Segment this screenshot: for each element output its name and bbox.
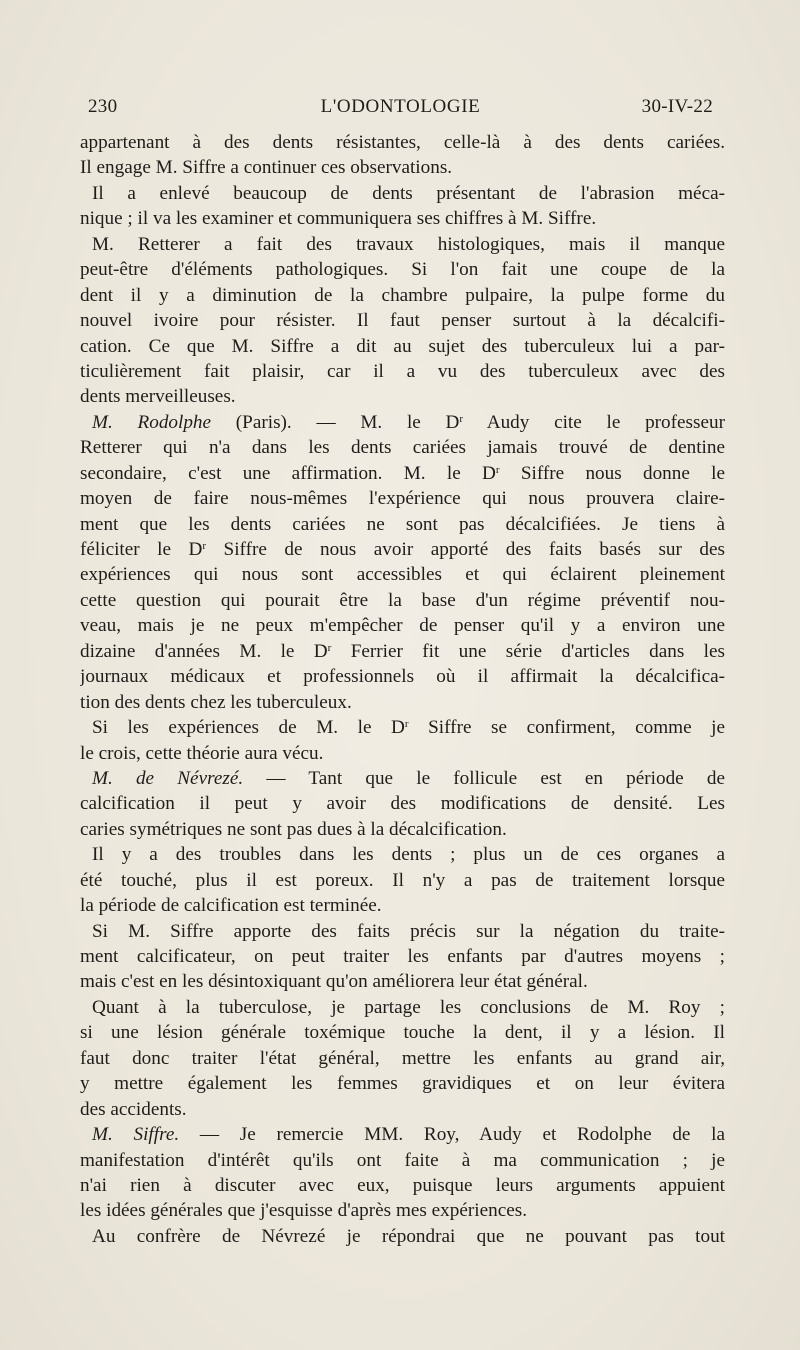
body-text	[80, 130, 725, 1249]
line-text: moyen de faire nous-mêmes l'expérience qui nous prouvera claire-	[80, 488, 725, 510]
text-line	[80, 1173, 725, 1198]
title-abbreviation-superscript: r	[495, 463, 500, 476]
text-line	[80, 1097, 725, 1122]
line-text: dent il y a diminution de la chambre pulpaire, la pulpe forme du	[80, 284, 725, 306]
line-text: — Tant que le follicule est en période de	[243, 767, 725, 789]
text-line	[80, 410, 725, 435]
line-text-continued: Ferrier fit une série d'articles dans les	[331, 640, 725, 662]
running-header	[88, 96, 713, 122]
text-line	[80, 359, 725, 384]
text-line	[80, 893, 725, 918]
title-abbreviation-superscript: r	[327, 641, 332, 654]
text-line	[80, 308, 725, 333]
line-text: féliciter le D	[80, 539, 203, 560]
line-text: été touché, plus il est poreux. Il n'y a pas de traitement lorsque	[80, 869, 725, 891]
text-line	[80, 791, 725, 816]
issue-date: 30-IV-22	[641, 96, 713, 117]
text-line	[80, 842, 725, 867]
text-line	[80, 1148, 725, 1173]
text-line	[80, 181, 725, 206]
line-text: Il a enlevé beaucoup de dents présentant de l'abrasion méca-	[92, 182, 725, 204]
line-text: n'ai rien à discuter avec eux, puisque leurs arguments appuient	[80, 1174, 725, 1196]
text-line	[80, 741, 725, 766]
title-abbreviation-superscript: r	[404, 718, 409, 731]
text-line	[80, 461, 725, 486]
text-line	[80, 435, 725, 460]
text-line	[80, 1122, 725, 1147]
line-text: tion des dents chez les tuberculeux.	[80, 691, 352, 713]
text-line	[80, 766, 725, 791]
line-text: les idées générales que j'esquisse d'après mes expériences.	[80, 1200, 527, 1222]
text-line	[80, 562, 725, 587]
text-line	[80, 1224, 725, 1249]
line-text: nouvel ivoire pour résister. Il faut penser surtout à la décalcifi-	[80, 310, 725, 332]
line-text: M. Retterer a fait des travaux histologiques, mais il manque	[92, 233, 725, 255]
line-text-continued: Siffre se confirment, comme je	[408, 717, 725, 739]
title-abbreviation-superscript: r	[459, 412, 464, 425]
text-line	[80, 944, 725, 969]
journal-title: L'ODONTOLOGIE	[320, 96, 481, 117]
line-text: mais c'est en les désintoxiquant qu'on améliorera leur état général.	[80, 971, 588, 993]
page-number: 230	[88, 96, 118, 117]
text-line	[80, 1046, 725, 1071]
line-text: caries symétriques ne sont pas dues à la décalcification.	[80, 818, 507, 840]
text-line	[80, 334, 725, 359]
line-text: (Paris). — M. le D	[211, 411, 460, 433]
text-line	[80, 613, 725, 638]
line-text: Si M. Siffre apporte des faits précis sur la négation du traite-	[92, 920, 725, 942]
text-line	[80, 232, 725, 257]
text-line	[80, 995, 725, 1020]
text-line	[80, 384, 725, 409]
line-text: faut donc traiter l'état général, mettre les enfants au grand air,	[80, 1047, 725, 1069]
text-line	[80, 715, 725, 740]
line-text: la période de calcification est terminée.	[80, 895, 382, 917]
line-text: cette question qui pourait être la base d'un régime préventif nou-	[80, 589, 725, 611]
line-text: Si les expériences de M. le D	[92, 717, 405, 739]
text-line	[80, 283, 725, 308]
line-text-continued: Siffre nous donne le	[499, 462, 725, 484]
speaker-name: M. de Névrezé.	[92, 767, 244, 789]
text-line	[80, 664, 725, 689]
line-text: ment que les dents cariées ne sont pas décalcifiées. Je tiens à	[80, 513, 725, 535]
line-text: nique ; il va les examiner et communiquera ses chiffres à M. Siffre.	[80, 208, 597, 230]
text-line	[80, 969, 725, 994]
text-line	[80, 537, 725, 562]
line-text: Au confrère de Névrezé je répondrai que ne pouvant pas tout	[92, 1225, 725, 1247]
text-line	[80, 512, 725, 537]
line-text: calcification il peut y avoir des modifications de densité. Les	[80, 793, 725, 815]
line-text: ment calcificateur, on peut traiter les enfants par d'autres moyens ;	[80, 946, 725, 967]
text-line	[80, 817, 725, 842]
line-text: journaux médicaux et professionnels où il affirmait la décalcifica-	[80, 666, 725, 688]
line-text: Il y a des troubles dans les dents ; plus un de ces organes a	[92, 844, 725, 866]
text-line	[80, 1020, 725, 1045]
line-text: des accidents.	[80, 1098, 187, 1120]
text-line	[80, 486, 725, 511]
line-text: dents merveilleuses.	[80, 386, 236, 408]
line-text-continued: Siffre de nous avoir apporté des faits basés sur des	[206, 539, 725, 560]
line-text: Il engage M. Siffre a continuer ces observations.	[80, 157, 453, 179]
text-line	[80, 206, 725, 231]
text-line	[80, 257, 725, 282]
text-line	[80, 690, 725, 715]
line-text: Retterer qui n'a dans les dents cariées jamais trouvé de dentine	[80, 437, 725, 459]
text-line	[80, 1198, 725, 1223]
text-line	[80, 130, 725, 155]
line-text: secondaire, c'est une affirmation. M. le D	[80, 462, 496, 484]
line-text: y mettre également les femmes gravidiques et on leur évitera	[80, 1073, 725, 1095]
text-line	[80, 588, 725, 613]
line-text: — Je remercie MM. Roy, Audy et Rodolphe de la	[179, 1124, 725, 1146]
line-text: appartenant à des dents résistantes, celle-là à des dents cariées.	[80, 132, 725, 153]
text-line	[80, 919, 725, 944]
line-text: le crois, cette théorie aura vécu.	[80, 742, 324, 764]
speaker-name: M. Rodolphe	[92, 411, 212, 433]
line-text: dizaine d'années M. le D	[80, 640, 328, 662]
line-text: expériences qui nous sont accessibles et qui éclairent pleinement	[80, 564, 725, 586]
speaker-name: M. Siffre.	[92, 1124, 180, 1146]
line-text: veau, mais je ne peux m'empêcher de penser qu'il y a environ une	[80, 615, 725, 637]
text-line	[80, 1071, 725, 1096]
text-line	[80, 155, 725, 180]
line-text: manifestation d'intérêt qu'ils ont faite à ma communication ; je	[80, 1149, 725, 1171]
text-line	[80, 639, 725, 664]
line-text: si une lésion générale toxémique touche la dent, il y a lésion. Il	[80, 1022, 725, 1044]
line-text: cation. Ce que M. Siffre a dit au sujet des tuberculeux lui a par-	[80, 335, 725, 357]
line-text: ticulièrement fait plaisir, car il a vu des tuberculeux avec des	[80, 360, 725, 382]
line-text: Quant à la tuberculose, je partage les conclusions de M. Roy ;	[92, 996, 725, 1018]
line-text: peut-être d'éléments pathologiques. Si l'on fait une coupe de la	[80, 259, 725, 281]
text-line	[80, 868, 725, 893]
line-text-continued: Audy cite le professeur	[463, 411, 725, 433]
title-abbreviation-superscript: r	[202, 540, 207, 552]
